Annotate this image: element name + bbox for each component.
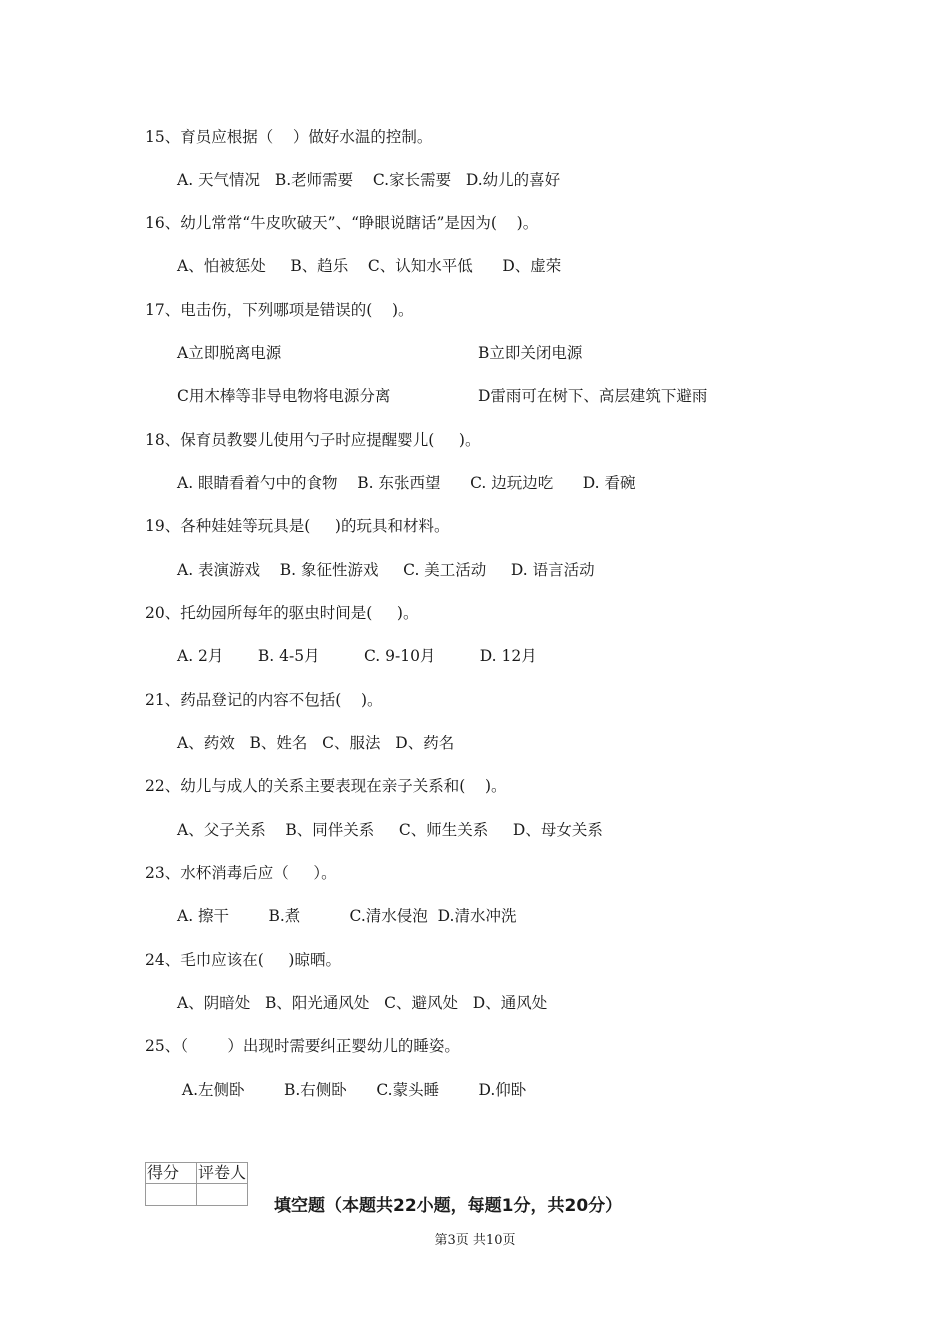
question-stem: 19、各种娃娃等玩具是( )的玩具和材料。 xyxy=(145,517,450,535)
question-options: A、阴暗处 B、阳光通风处 C、避风处 D、通风处 xyxy=(177,994,548,1012)
question-options: A、父子关系 B、同伴关系 C、师生关系 D、母女关系 xyxy=(177,821,603,839)
option-a: A立即脱离电源 xyxy=(177,344,282,362)
question-options: A、怕被惩处 B、趋乐 C、认知水平低 D、虚荣 xyxy=(177,257,562,275)
score-cell[interactable] xyxy=(146,1184,197,1206)
question-stem: 20、托幼园所每年的驱虫时间是( )。 xyxy=(145,604,419,622)
question-options: A. 眼睛看着勺中的食物 B. 东张西望 C. 边玩边吃 D. 看碗 xyxy=(177,474,636,492)
question-stem: 17、电击伤，下列哪项是错误的( )。 xyxy=(145,301,414,319)
question-stem: 18、保育员教婴儿使用勺子时应提醒婴儿( )。 xyxy=(145,431,481,449)
grader-cell[interactable] xyxy=(197,1184,248,1206)
question-options: A. 天气情况 B.老师需要 C.家长需要 D.幼儿的喜好 xyxy=(177,171,561,189)
option-d: D雷雨可在树下、高层建筑下避雨 xyxy=(478,387,708,405)
page-footer: 第3页 共10页 xyxy=(434,1233,516,1248)
score-header: 得分 xyxy=(146,1163,197,1184)
option-c: C用木棒等非导电物将电源分离 xyxy=(177,387,391,405)
question-stem: 16、幼儿常常“牛皮吹破天”、“睁眼说瞎话”是因为( )。 xyxy=(145,214,539,232)
section-title: 填空题（本题共22小题，每题1分，共20分） xyxy=(274,1196,623,1216)
question-stem: 15、育员应根据（ ）做好水温的控制。 xyxy=(145,128,433,146)
question-stem: 22、幼儿与成人的关系主要表现在亲子关系和( )。 xyxy=(145,777,507,795)
question-options: A. 擦干 B.煮 C.清水侵泡 D.清水冲洗 xyxy=(177,907,517,925)
question-stem: 23、水杯消毒后应（ ）。 xyxy=(145,864,337,882)
grader-header: 评卷人 xyxy=(198,1163,247,1182)
question-stem: 21、药品登记的内容不包括( )。 xyxy=(145,691,383,709)
question-options: A.左侧卧 B.右侧卧 C.蒙头睡 D.仰卧 xyxy=(177,1081,527,1099)
question-options: A. 2月 B. 4-5月 C. 9-10月 D. 12月 xyxy=(177,647,537,665)
score-table xyxy=(145,1162,248,1206)
question-stem: 24、毛巾应该在( )晾晒。 xyxy=(145,951,341,969)
question-options: A、药效 B、姓名 C、服法 D、药名 xyxy=(177,734,455,752)
question-stem: 25、（ ）出现时需要纠正婴幼儿的睡姿。 xyxy=(145,1037,460,1055)
option-b: B立即关闭电源 xyxy=(478,344,583,362)
question-options: A. 表演游戏 B. 象征性游戏 C. 美工活动 D. 语言活动 xyxy=(177,561,595,579)
